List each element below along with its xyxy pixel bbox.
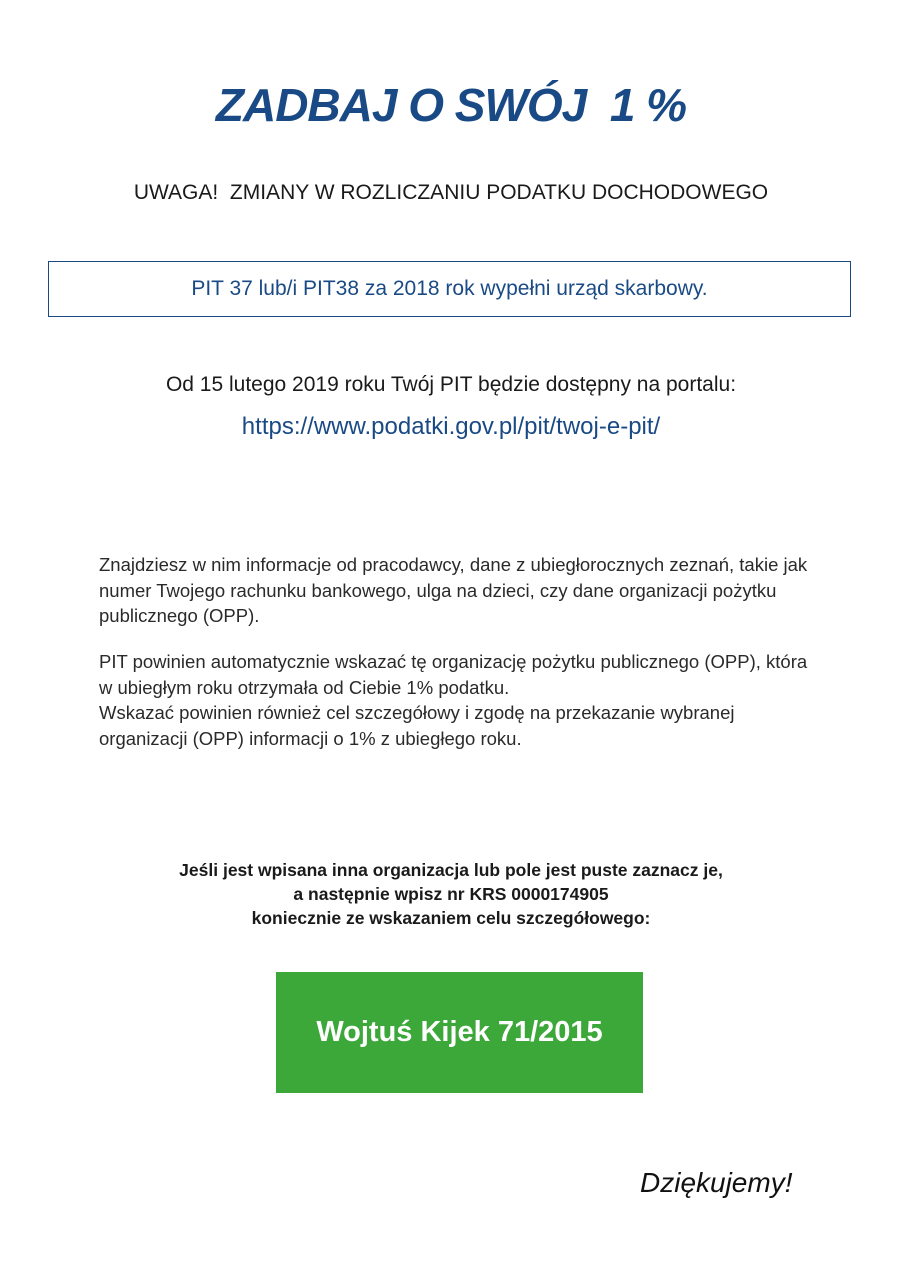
warning-subtitle: UWAGA! ZMIANY W ROZLICZANIU PODATKU DOCHODOWEGO bbox=[133, 181, 769, 204]
instruction-line-3: koniecznie ze wskazaniem celu szczegółowego: bbox=[251, 908, 651, 928]
beneficiary-label: Wojtuś Kijek 71/2015 bbox=[316, 1016, 603, 1048]
page-title: ZADBAJ O SWÓJ 1 % bbox=[215, 79, 687, 131]
instruction-line-1: Jeśli jest wpisana inna organizacja lub pole jest puste zaznacz je, bbox=[179, 860, 723, 880]
info-paragraph-2 bbox=[99, 649, 819, 751]
portal-link[interactable]: https://www.podatki.gov.pl/pit/twoj-e-pit/ bbox=[241, 413, 661, 440]
thanks-text: Dziękujemy! bbox=[640, 1167, 793, 1198]
instruction-line-2: a następnie wpisz nr KRS 0000174905 bbox=[293, 884, 609, 904]
info-paragraph-2-line2: Wskazać powinien również cel szczegółowy i zgodę na przekazanie wybranej organizacji (OPP) informacji o 1% z ubiegłego roku. bbox=[99, 702, 735, 749]
info-paragraph-1: Znajdziesz w nim informacje od pracodawcy, dane z ubiegłorocznych zeznań, takie jak numer Twojego rachunku bankowego, ulga na dzieci, czy dane organizacji pożytku publicznego (OPP). bbox=[99, 554, 808, 626]
notice-box bbox=[48, 261, 851, 317]
info-paragraph-2-line1: PIT powinien automatycznie wskazać tę organizację pożytku publicznego (OPP), która w ubiegłym roku otrzymała od Ciebie 1% podatku. bbox=[99, 651, 808, 698]
portal-intro: Od 15 lutego 2019 roku Twój PIT będzie dostępny na portalu: bbox=[165, 373, 737, 396]
krs-instruction bbox=[0, 858, 902, 930]
notice-text: PIT 37 lub/i PIT38 za 2018 rok wypełni urząd skarbowy. bbox=[191, 277, 708, 300]
beneficiary-button[interactable] bbox=[276, 972, 643, 1093]
